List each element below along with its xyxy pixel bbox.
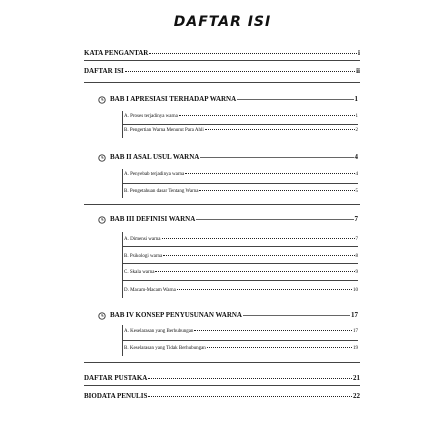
toc-entry-page: 4 — [354, 153, 358, 161]
toc-sub-4b[interactable] — [124, 346, 358, 351]
toc-chapter-3[interactable] — [98, 215, 358, 223]
clock-icon — [98, 312, 106, 320]
clock-icon — [98, 154, 106, 162]
toc-entry-label: A. Keselarasan yang Berhubungan — [124, 329, 194, 334]
leader-dots — [149, 53, 357, 54]
toc-entry-label: B. Pengertian Warna Menurut Para Ahli — [124, 128, 204, 133]
divider — [122, 246, 358, 247]
toc-entry-page: 4 — [355, 172, 358, 177]
toc-entry-label: BAB II ASAL USUL WARNA — [110, 153, 200, 161]
clock-icon — [98, 216, 106, 224]
divider — [84, 82, 360, 83]
toc-sub-1a[interactable] — [124, 114, 358, 119]
toc-sub-1b[interactable] — [124, 128, 358, 133]
toc-entry-page: 21 — [353, 374, 360, 382]
toc-chapter-4[interactable] — [98, 311, 358, 319]
leader-dots — [163, 255, 354, 256]
toc-entry-label: C. Skala warna — [124, 270, 155, 275]
leader-dots — [207, 347, 352, 348]
toc-entry-page: 2 — [355, 128, 358, 133]
toc-entry-page: 10 — [353, 288, 358, 293]
toc-entry-page: 17 — [351, 311, 358, 319]
toc-entry-page: 19 — [353, 346, 358, 351]
divider — [122, 280, 358, 281]
toc-sub-3b[interactable] — [124, 254, 358, 259]
toc-entry-page: 9 — [355, 270, 358, 275]
leader-dots — [179, 115, 355, 116]
toc-sub-2b[interactable] — [124, 189, 358, 194]
sub-border — [122, 232, 123, 298]
toc-entry-page: 7 — [354, 215, 358, 223]
divider — [122, 340, 358, 341]
toc-chapter-2[interactable] — [98, 153, 358, 161]
toc-entry-page: 1 — [355, 114, 358, 119]
toc-entry-page: 8 — [355, 254, 358, 259]
clock-icon — [98, 96, 106, 104]
divider — [84, 204, 360, 205]
leader-dots — [199, 190, 354, 191]
leader-dots — [243, 315, 350, 316]
toc-entry-page: 7 — [355, 237, 358, 242]
toc-entry-label: A. Proses terjadinya warna — [124, 114, 178, 119]
leader-dots — [125, 71, 355, 72]
toc-entry-label: BAB IV KONSEP PENYUSUNAN WARNA — [110, 311, 242, 319]
toc-entry-label: BIODATA PENULIS — [84, 392, 148, 400]
leader-dots — [162, 238, 355, 239]
leader-dots — [200, 157, 353, 158]
toc-entry-label: DAFTAR ISI — [84, 67, 124, 75]
divider — [84, 385, 360, 386]
toc-entry-label: BAB III DEFINISI WARNA — [110, 215, 196, 223]
toc-entry-page: i — [358, 49, 360, 57]
toc-entry-daftar-isi[interactable] — [84, 67, 360, 75]
divider — [122, 263, 358, 264]
toc-entry-kata-pengantar[interactable] — [84, 49, 360, 57]
toc-entry-label: A. Penyebab terjadinya warna — [124, 172, 185, 177]
toc-sub-3d[interactable] — [124, 288, 358, 293]
leader-dots — [148, 378, 352, 379]
toc-entry-biodata-penulis[interactable] — [84, 392, 360, 400]
page-title: DAFTAR ISI — [173, 14, 272, 30]
divider — [122, 124, 358, 125]
toc-entry-label: KATA PENGANTAR — [84, 49, 149, 57]
leader-dots — [237, 99, 353, 100]
toc-entry-daftar-pustaka[interactable] — [84, 374, 360, 382]
divider — [122, 183, 358, 184]
leader-dots — [148, 396, 352, 397]
toc-entry-page: 22 — [353, 392, 360, 400]
toc-sub-2a[interactable] — [124, 172, 358, 177]
toc-entry-page: 1 — [354, 95, 358, 103]
leader-dots — [177, 289, 352, 290]
toc-entry-page: 17 — [353, 329, 358, 334]
leader-dots — [196, 219, 353, 220]
toc-entry-label: DAFTAR PUSTAKA — [84, 374, 148, 382]
toc-entry-label: A. Dimensi warna — [124, 237, 161, 242]
toc-entry-label: D. Macam-Macam Warna — [124, 288, 176, 293]
toc-sub-4a[interactable] — [124, 329, 358, 334]
toc-sub-3a[interactable] — [124, 237, 358, 242]
toc-chapter-1[interactable] — [98, 95, 358, 103]
divider — [84, 60, 360, 61]
leader-dots — [194, 330, 352, 331]
leader-dots — [155, 271, 354, 272]
leader-dots — [185, 173, 354, 174]
toc-entry-label: B. Keselarasan yang Tidak Berhubungan — [124, 346, 206, 351]
toc-entry-label: BAB I APRESIASI TERHADAP WARNA — [110, 95, 237, 103]
leader-dots — [205, 129, 355, 130]
toc-entry-page: ii — [356, 67, 360, 75]
toc-sub-3c[interactable] — [124, 270, 358, 275]
toc-entry-label: B. Psikologi warna — [124, 254, 163, 259]
toc-entry-label: B. Pengetahuan dasar Tentang Warna — [124, 189, 199, 194]
toc-entry-page: 5 — [355, 189, 358, 194]
divider — [84, 362, 360, 363]
